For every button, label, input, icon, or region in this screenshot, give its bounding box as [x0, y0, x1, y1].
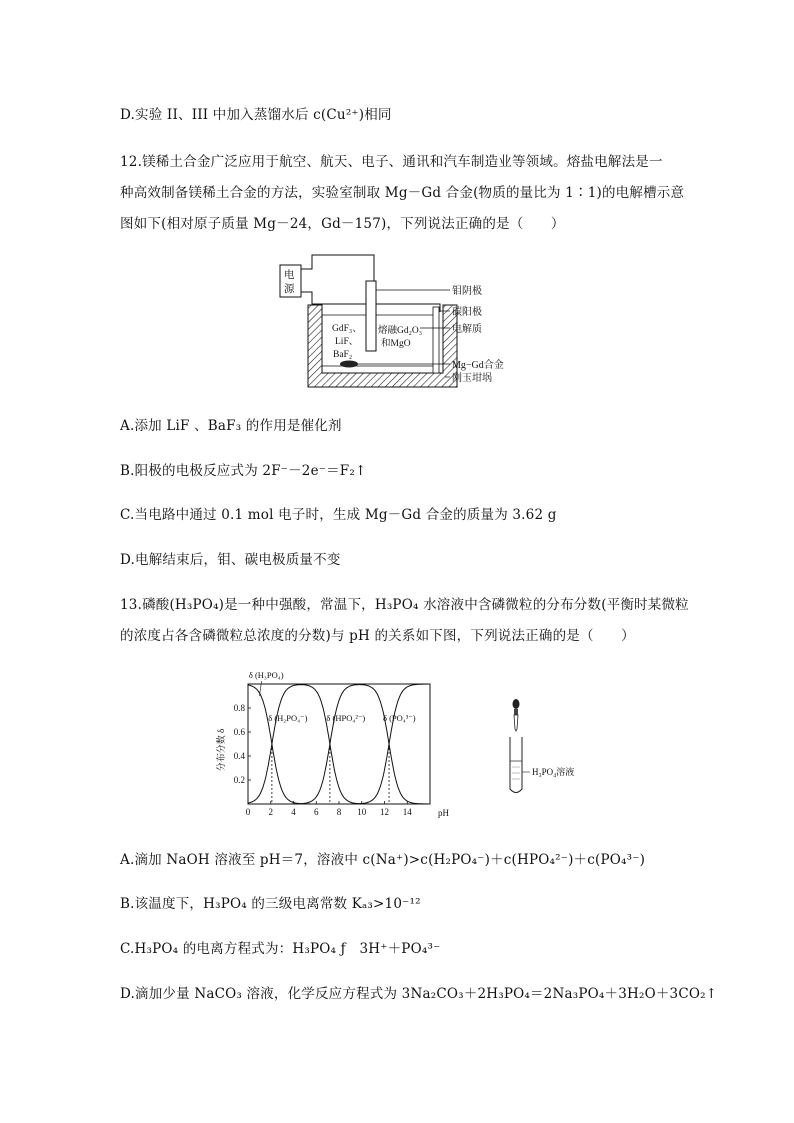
- mo-cathode: [366, 281, 376, 351]
- series-leader-0: [259, 681, 261, 696]
- q12-stem-line-1: 12.镁稀土合金广泛应用于航空、航天、电子、通讯和汽车制造业等领域。熔盐电解法是一: [120, 154, 663, 170]
- series-label-1: δ (H₂PO₄⁻): [268, 713, 308, 724]
- salt-2: LiF、: [335, 337, 359, 347]
- q12-option-b: B.阳极的电极反应式为 2F⁻－2e⁻＝F₂↑: [120, 463, 367, 479]
- power-label-1: 电: [284, 270, 295, 281]
- phosphate-distribution-chart: [210, 662, 460, 822]
- carbon-anode: [433, 307, 439, 373]
- q12-option-d: D.电解结束后，钼、碳电极质量不变: [120, 552, 341, 568]
- y-tick-label-2: 0.6: [233, 727, 245, 737]
- melt-1: 熔融Gd₂O₃: [378, 326, 423, 336]
- x-tick-label-7: 14: [402, 807, 412, 817]
- x-tick-label-4: 8: [336, 807, 342, 817]
- power-label-2: 源: [284, 284, 295, 295]
- series-line-1: [248, 685, 430, 804]
- solution-label: H₃PO₄溶液: [532, 767, 575, 777]
- label-mo: 钼阴极: [452, 286, 482, 297]
- label-c: 碳阳极: [452, 307, 482, 318]
- x-tick-label-2: 4: [291, 807, 296, 817]
- test-tube: [510, 737, 522, 793]
- electrolysis-diagram: [270, 247, 530, 392]
- y-tick-label-0: 0.2: [233, 775, 245, 785]
- y-tick-label-1: 0.4: [233, 751, 245, 761]
- x-axis-label: pH: [438, 808, 449, 818]
- dropper-bulb: [513, 699, 520, 709]
- x-tick-label-6: 12: [380, 807, 389, 817]
- x-tick-label-0: 0: [245, 807, 251, 817]
- q13-stem-line-2: 的浓度占各含磷微粒总浓度的分数)与 pH 的关系如下图，下列说法正确的是（ ）: [120, 628, 635, 644]
- q13-option-d: D.滴加少量 NaCO₃ 溶液，化学反应方程式为 3Na₂CO₃＋2H₃PO₄＝2Na₃PO₄＋3H₂O＋3CO₂↑: [120, 986, 718, 1002]
- salt-3: BaF₂: [333, 350, 353, 360]
- q12-stem-line-3: 图如下(相对原子质量 Mg－24，Gd－157)，下列说法正确的是（ ）: [120, 216, 565, 232]
- series-label-3: δ (PO₄³⁻): [382, 713, 416, 724]
- dropper-and-tube: [500, 697, 620, 797]
- q12-option-a: A.添加 LiF 、BaF₃ 的作用是催化剂: [120, 418, 342, 434]
- series-label-0: δ (H₃PO₄): [248, 670, 284, 680]
- x-tick-label-1: 2: [268, 807, 273, 817]
- prev-option-d: D.实验 II、III 中加入蒸馏水后 c(Cu²⁺)相同: [120, 107, 392, 123]
- label-crucible: 刚玉坩埚: [452, 373, 492, 384]
- x-tick-label-5: 10: [357, 807, 367, 817]
- x-tick-label-3: 6: [314, 807, 319, 817]
- label-electrolyte: 电解质: [452, 324, 482, 335]
- y-axis-label: 分布分数 δ: [216, 728, 226, 772]
- q12-stem-line-2: 种高效制备镁稀土合金的方法，实验室制取 Mg－Gd 合金(物质的量比为 1∶1)的电解槽示意: [120, 185, 685, 201]
- alloy-blob: [340, 361, 358, 368]
- q13-option-c: C.H₃PO₄ 的电离方程式为：H₃PO₄ ƒ 3H⁺＋PO₄³⁻: [120, 941, 441, 957]
- q13-option-a: A.滴加 NaOH 溶液至 pH＝7，溶液中 c(Na⁺)>c(H₂PO₄⁻)＋c(HPO₄²⁻)＋c(PO₄³⁻): [120, 852, 646, 868]
- y-tick-label-3: 0.8: [233, 703, 245, 713]
- salt-1: GdF₃、: [332, 324, 362, 334]
- melt-2: 和MgO: [381, 339, 411, 349]
- q13-option-b: B.该温度下，H₃PO₄ 的三级电离常数 Kₐ₃>10⁻¹²: [120, 896, 421, 912]
- q12-option-c: C.当电路中通过 0.1 mol 电子时，生成 Mg－Gd 合金的质量为 3.62 g: [120, 507, 557, 523]
- label-alloy: Mg−Gd合金: [452, 360, 504, 371]
- series-label-2: δ (HPO₄²⁻): [326, 713, 366, 724]
- q13-stem-line-1: 13.磷酸(H₃PO₄)是一种中强酸，常温下，H₃PO₄ 水溶液中含磷微粒的分布分数(平衡时某微粒: [120, 597, 689, 613]
